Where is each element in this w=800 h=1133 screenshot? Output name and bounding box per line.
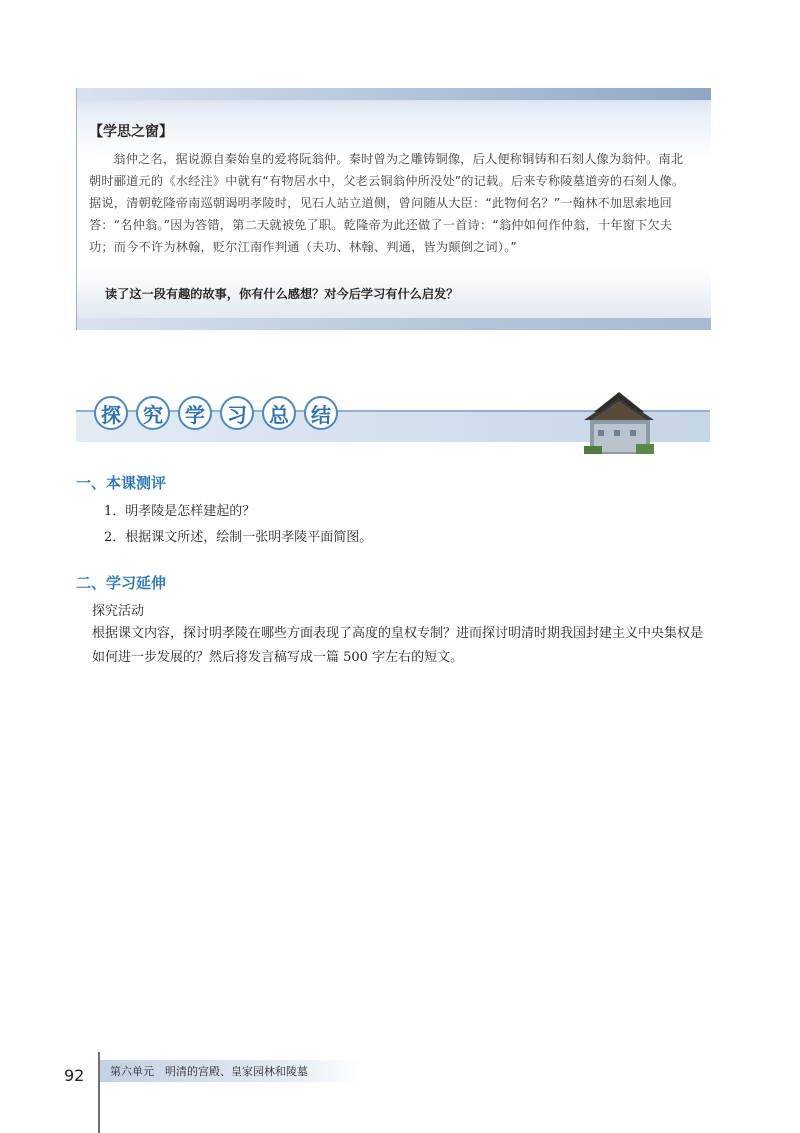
study-window-box — [76, 88, 711, 330]
banner-char: 习 — [220, 396, 254, 430]
section-heading-extension: 二、学习延伸 — [76, 574, 167, 592]
banner-char: 学 — [178, 396, 212, 430]
unit-label: 第六单元 明清的宫殿、皇家园林和陵墓 — [110, 1065, 308, 1078]
section-heading-evaluation: 一、本课测评 — [76, 474, 167, 492]
study-window-title: 【学思之窗】 — [89, 124, 173, 140]
banner-char: 究 — [136, 396, 170, 430]
study-window-question: 读了这一段有趣的故事，你有什么感想？对今后学习有什么启发？ — [105, 287, 459, 301]
page-number: 92 — [64, 1066, 85, 1085]
window-bottom-bar — [77, 318, 711, 330]
palace-roof-illustration — [584, 390, 654, 454]
banner-char: 结 — [304, 396, 338, 430]
study-window-body: 翁仲之名，据说源自秦始皇的爱将阮翁仲。秦时曾为之雕铸铜像，后人便称铜铸和石刻人像为翁仲。南北朝时郦道元的《水经注》中就有“有物居水中，父老云铜翁仲所没处”的记载。后来专称陵墓道旁的石刻人像。据说，清朝乾隆帝南巡朝谒明孝陵时，见石人站立道侧，曾问随从大臣：“此物何名？”一翰林不加思索地回答：“名仲翁。”因为答错，第二天就被免了职。乾隆帝为此还做了一首诗：“翁仲如何作仲翁，十年窗下欠夫功；而今不许为林翰，贬尔江南作判通（夫功、林翰、判通，皆为颠倒之词）。” — [89, 152, 685, 254]
evaluation-item: 2．根据课文所述，绘制一张明孝陵平面简图。 — [104, 530, 373, 545]
activity-paragraph: 根据课文内容，探讨明孝陵在哪些方面表现了高度的皇权专制？进而探讨明清时期我国封建主义中央集权是如何进一步发展的？然后将发言稿写成一篇 500 字左右的短文。 — [92, 626, 704, 665]
activity-subheading: 探究活动 — [92, 604, 145, 619]
window-top-bar — [77, 88, 711, 100]
banner-char: 探 — [94, 396, 128, 430]
banner-char: 总 — [262, 396, 296, 430]
banner-title — [94, 396, 338, 430]
evaluation-item: 1．明孝陵是怎样建起的？ — [104, 504, 256, 519]
summary-banner — [76, 382, 710, 454]
